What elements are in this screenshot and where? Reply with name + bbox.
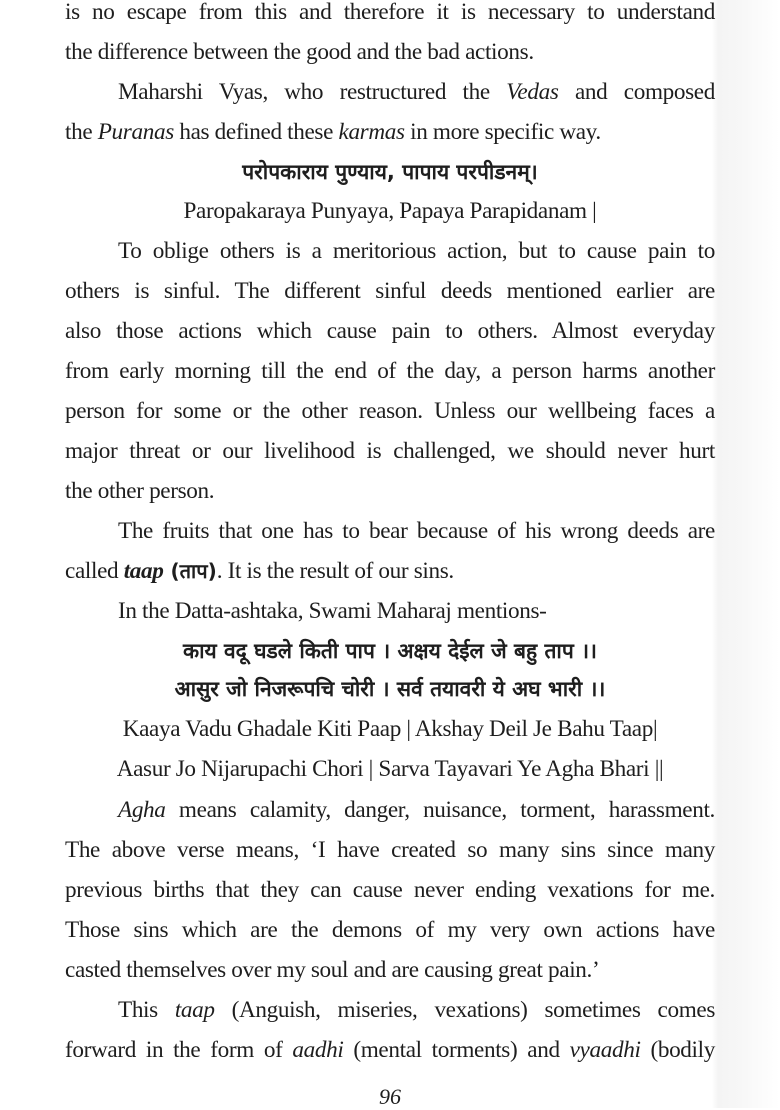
text-line: [65, 556, 715, 586]
text-run: Maharshi Vyas, who restructured the: [118, 79, 507, 105]
text-run: major threat or our livelihood is challenged, we should never hurt: [65, 438, 715, 464]
text-run: (mental torments) and: [343, 1037, 570, 1063]
italic-term: Vedas: [506, 79, 559, 105]
verse-transliteration: [0, 754, 780, 784]
verse-transliteration: [0, 714, 780, 744]
text-run: called: [65, 558, 124, 584]
text-run: previous births that they can cause never ending vexations for me.: [65, 877, 715, 903]
text-line: [65, 276, 715, 306]
text-run: The above verse means, ‘I have created so many sins since many: [65, 837, 715, 863]
text-line: [65, 476, 715, 506]
text-line: [65, 875, 715, 905]
text-run: is no escape from this and therefore it is necessary to understand: [65, 0, 715, 25]
marathi-verse-line-1: [0, 636, 780, 666]
italic-term: taap: [174, 997, 215, 1023]
text-run: the: [65, 119, 98, 145]
text-line: [65, 396, 715, 426]
text-run: and composed: [558, 79, 715, 105]
italic-term: Puranas: [97, 119, 174, 145]
text-run: In the Datta-ashtaka, Swami Maharaj mentions-: [118, 598, 547, 624]
text-run: This: [118, 997, 175, 1023]
paragraph-start-line: [118, 995, 715, 1025]
sanskrit-verse: [0, 157, 780, 187]
text-run: casted themselves over my soul and are causing great pain.’: [65, 957, 600, 983]
text-run: person for some or the other reason. Unless our wellbeing faces a: [65, 398, 715, 424]
paragraph-start-line: [118, 516, 715, 546]
text-line: [65, 117, 715, 147]
text-line: [65, 356, 715, 386]
paragraph-start-line: [118, 236, 715, 266]
italic-term: karmas: [338, 119, 405, 145]
paragraph-start-line: [118, 596, 715, 626]
devanagari-text: आसुर जो निजरूपचि चोरी । सर्व तयावरी ये अघ भारी ।।: [174, 677, 606, 701]
text-run: (bodily: [640, 1037, 715, 1063]
text-line: [65, 316, 715, 346]
italic-term: vyaadhi: [569, 1037, 641, 1063]
italic-term: aadhi: [292, 1037, 344, 1063]
text-run: Aasur Jo Nijarupachi Chori | Sarva Tayavari Ye Agha Bhari ||: [116, 756, 664, 782]
page-number: 96: [379, 1084, 401, 1109]
text-line: [65, 835, 715, 865]
text-line: [65, 915, 715, 945]
text-run: To oblige others is a meritorious action, but to cause pain to: [118, 238, 715, 264]
text-run: Those sins which are the demons of my very own actions have: [65, 917, 715, 943]
verse-transliteration: [0, 196, 780, 226]
devanagari-text: काय वदू घडले किती पाप । अक्षय देईल जे बहु ताप ।।: [182, 639, 598, 663]
text-line: [65, 0, 715, 27]
text-line: [65, 436, 715, 466]
text-run: the other person.: [65, 478, 215, 504]
text-run: . It is the result of our sins.: [216, 558, 454, 584]
text-run: the difference between the good and the bad actions.: [65, 39, 534, 65]
paragraph-start-line: [118, 795, 715, 825]
text-run: Paropakaraya Punyaya, Papaya Parapidanam |: [183, 198, 597, 224]
text-run: others is sinful. The different sinful deeds mentioned earlier are: [65, 278, 715, 304]
text-line: [65, 1035, 715, 1065]
devanagari-text: परोपकाराय पुण्याय, पापाय परपीडनम्।: [242, 160, 538, 184]
paragraph-start-line: [118, 77, 715, 107]
text-run: means calamity, danger, nuisance, torment, harassment.: [165, 797, 715, 823]
devanagari-text: (ताप): [163, 559, 217, 583]
text-run: from early morning till the end of the day, a person harms another: [65, 358, 715, 384]
text-run: The fruits that one has to bear because of his wrong deeds are: [118, 518, 715, 544]
text-run: Kaaya Vadu Ghadale Kiti Paap | Akshay Deil Je Bahu Taap|: [122, 716, 658, 742]
text-run: has defined these: [173, 119, 339, 145]
bold-italic-term: taap: [123, 558, 164, 584]
marathi-verse-line-2: [0, 674, 780, 704]
text-run: forward in the form of: [65, 1037, 293, 1063]
text-run: (Anguish, miseries, vexations) sometimes comes: [214, 997, 715, 1023]
text-run: in more specific way.: [404, 119, 601, 145]
italic-term: Agha: [118, 797, 166, 823]
text-run: also those actions which cause pain to others. Almost everyday: [65, 318, 715, 344]
text-line: [65, 955, 715, 985]
text-line: [65, 37, 715, 67]
